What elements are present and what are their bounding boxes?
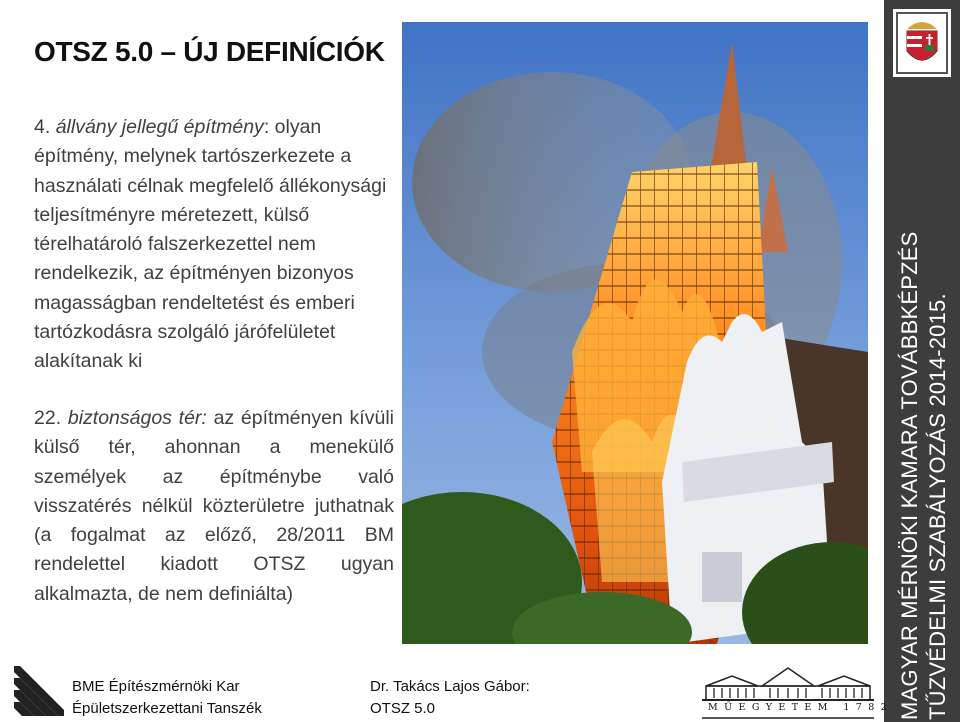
definition-number: 22. <box>34 407 62 429</box>
definition-text: az építményen kívüli külső tér, ahonnan a menekülő személyek az építménybe való visszatérés nélkül közterületre juthatnak (a fogalmat az előző, 28/2011 BM rendelettel kiadott OTSZ ugyan alkalmazta, de nem definiálta) <box>34 407 394 605</box>
definition-4 <box>34 113 394 377</box>
bme-wordmark: MŰEGYETEM 1782 <box>708 702 894 713</box>
footer-org-line-2: Épületszerkezettani Tanszék <box>72 700 262 717</box>
definition-term: állvány jellegű építmény <box>55 116 264 138</box>
hungarian-crest-icon <box>893 9 951 77</box>
burning-tower-photo <box>402 22 868 644</box>
footer-org-line-1: BME Építészmérnöki Kar <box>72 678 240 695</box>
department-logo-icon <box>14 660 64 716</box>
footer-author <box>370 676 530 720</box>
definition-term: biztonságos tér: <box>67 407 207 429</box>
footer-organization <box>72 676 262 720</box>
footer-author-line-2: OTSZ 5.0 <box>370 700 436 717</box>
definition-number: 4. <box>34 116 51 138</box>
definition-text: olyan építmény, melynek tartószerkezete a használati célnak megfelelő állékonysági teljesítményre méretezett, külső térelhatároló falszerkezettel nem rendelkezik, az építményen bizonyos magasságban rendeltetést és emberi tartózkodásra szolgáló járófelületet alakítanak ki <box>34 116 387 373</box>
page-title: OTSZ 5.0 – ÚJ DEFINÍCIÓK <box>34 36 385 67</box>
definition-separator: : <box>263 116 270 138</box>
sidebar-line-2: TŰZVÉDELMI SZABÁLYOZÁS 2014-2015. <box>925 293 950 720</box>
sidebar-vertical-text <box>896 231 952 720</box>
footer-author-line-1: Dr. Takács Lajos Gábor: <box>370 678 530 695</box>
definition-22 <box>34 404 394 609</box>
sidebar-line-1: MAGYAR MÉRNÖKI KAMARA TOVÁBBKÉPZÉS <box>897 231 922 720</box>
